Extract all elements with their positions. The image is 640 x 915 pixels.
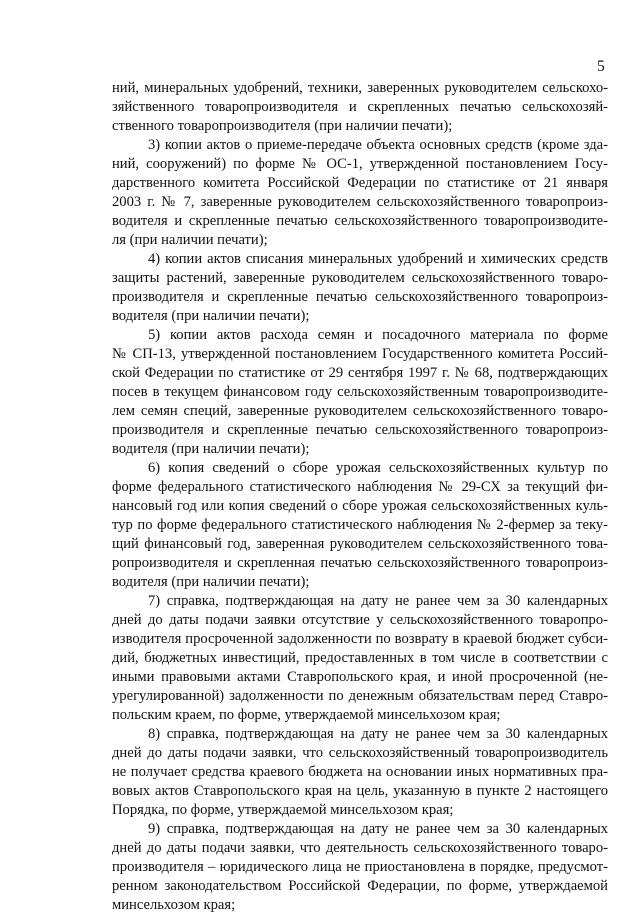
text-line: производителя – юридического лица не приостановлена в порядке, предусмот- [112, 859, 608, 875]
text-line: щий финансовый год, заверенная руководителем сельскохозяйственного това- [112, 536, 608, 552]
text-line: № СП-13, утвержденной постановлением Государственного комитета Россий- [112, 346, 608, 362]
text-line: урегулированной) задолженности по денежным обязательствам перед Ставро- [112, 688, 608, 704]
text-line: 4) копии актов списания минеральных удобрений и химических средств [148, 251, 608, 267]
text-line: дней до даты подачи заявки отсутствие у сельскохозяйственного товаропро- [112, 612, 608, 628]
paragraph [112, 250, 608, 326]
paragraph [112, 136, 608, 250]
text-line: изводителя просроченной задолженности по возврату в краевой бюджет субси- [112, 631, 608, 647]
text-line: вовых актов Ставропольского края на цель, указанную в пункте 2 настоящего [112, 783, 608, 799]
text-line: 3) копии актов о приеме-передаче объекта основных средств (кроме зда- [148, 137, 608, 153]
text-line: дней до даты подачи заявки, что деятельность сельскохозяйственного товаро- [112, 840, 608, 856]
text-line: ской Федерации по статистике от 29 сентября 1997 г. № 68, подтверждающих [112, 365, 608, 381]
text-line: водителя (при наличии печати); [112, 574, 310, 590]
text-line: дий, бюджетных инвестиций, предоставленных в том числе в соответствии с [112, 650, 608, 666]
text-line: производителя и скрепленные печатью сельскохозяйственного товаропроиз- [112, 422, 608, 438]
text-line: тур по форме федерального статистического наблюдения № 2-фермер за теку- [112, 517, 608, 533]
text-line: нансовый год или копия сведений о сборе урожая сельскохозяйственных куль- [112, 498, 608, 514]
text-line: дарственного комитета Российской Федерации по статистике от 21 января [112, 175, 608, 191]
text-line: водителя и скрепленные печатью сельскохозяйственного товаропроизводите- [112, 213, 608, 229]
page-number: 5 [597, 58, 605, 75]
text-line: водителя (при наличии печати); [112, 308, 310, 324]
text-line: 7) справка, подтверждающая на дату не ранее чем за 30 календарных [148, 593, 608, 609]
document-body [112, 79, 608, 915]
text-line: Порядка, по форме, утверждаемой минсельхозом края; [112, 802, 454, 818]
text-line: форме федерального статистического наблюдения № 29-СХ за текущий фи- [112, 479, 608, 495]
paragraph [112, 725, 608, 820]
text-line: польским краем, по форме, утверждаемой минсельхозом края; [112, 707, 501, 723]
text-line: ропроизводителя и скрепленная печатью сельскохозяйственного товаропроиз- [112, 555, 608, 571]
text-line: 8) справка, подтверждающая на дату не ранее чем за 30 календарных [148, 726, 608, 742]
text-line: иными правовыми актами Ставропольского края, и иной просроченной (не- [112, 669, 608, 685]
text-line: не получает средства краевого бюджета на основании иных нормативных пра- [112, 764, 608, 780]
text-line: 5) копии актов расхода семян и посадочного материала по форме [148, 327, 608, 343]
text-line: зяйственного товаропроизводителя и скрепленных печатью сельскохозяй- [112, 99, 608, 115]
text-line: лем семян специй, заверенные руководителем сельскохозяйственного товаро- [112, 403, 608, 419]
text-line: производителя и скрепленные печатью сельскохозяйственного товаропроиз- [112, 289, 608, 305]
paragraph [112, 820, 608, 915]
text-line: ственного товаропроизводителя (при наличии печати); [112, 118, 453, 134]
paragraph [112, 326, 608, 459]
text-line: ля (при наличии печати); [112, 232, 268, 248]
text-line: 9) справка, подтверждающая на дату не ранее чем за 30 календарных [148, 821, 608, 837]
text-line: защиты растений, заверенные руководителем сельскохозяйственного товаро- [112, 270, 608, 286]
paragraph [112, 592, 608, 725]
paragraph [112, 459, 608, 592]
text-line: 6) копия сведений о сборе урожая сельскохозяйственных культур по [148, 460, 608, 476]
text-line: ний, сооружений) по форме № ОС-1, утвержденной постановлением Госу- [112, 156, 608, 172]
text-line: 2003 г. № 7, заверенные руководителем сельскохозяйственного товаропроиз- [112, 194, 608, 210]
text-line: минсельхозом края; [112, 897, 236, 913]
text-line: ний, минеральных удобрений, техники, заверенных руководителем сельскохо- [112, 80, 608, 96]
text-line: дней до даты подачи заявки, что сельскохозяйственный товаропроизводитель [112, 745, 608, 761]
text-line: посев в текущем финансовом году сельскохозяйственным товаропроизводите- [112, 384, 608, 400]
paragraph [112, 79, 608, 136]
text-line: водителя (при наличии печати); [112, 441, 310, 457]
text-line: ренном законодательством Российской Федерации, по форме, утверждаемой [112, 878, 608, 894]
